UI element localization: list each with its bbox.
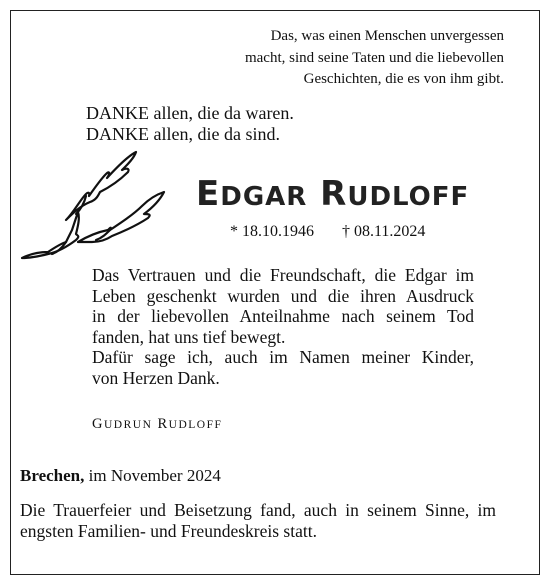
quote-line: Das, was einen Menschen unvergessen xyxy=(270,28,504,44)
thanks-heading xyxy=(86,103,294,145)
name-initial: E xyxy=(196,174,221,214)
message-line: Das Vertrauen und die Freundschaft, die Edgar im xyxy=(92,265,474,285)
thanks-line: DANKE allen, die da sind. xyxy=(86,124,280,144)
name-initial: R xyxy=(320,174,348,214)
signer-initial: R xyxy=(157,416,169,432)
footer-line: engsten Familien- und Freundeskreis statt. xyxy=(20,521,317,541)
death-date: † 08.11.2024 xyxy=(342,223,426,240)
memorial-quote xyxy=(174,26,504,91)
message-line: Leben geschenkt wurden und die ihren Ausdruck xyxy=(92,285,474,306)
message-line: Dafür sage ich, auch im Namen meiner Kinder, xyxy=(92,347,474,368)
place-date xyxy=(20,466,221,486)
quote-line: macht, sind seine Taten und die liebevollen xyxy=(244,49,504,66)
message-line: von Herzen Dank. xyxy=(92,367,220,388)
name-rest: DGAR xyxy=(220,182,308,212)
birth-date: * 18.10.1946 xyxy=(230,223,314,240)
funeral-note xyxy=(20,500,496,542)
flying-birds-icon xyxy=(18,148,178,263)
signer-rest: UDLOFF xyxy=(168,419,223,431)
signer-initial: G xyxy=(92,416,104,432)
signer-name xyxy=(92,416,222,433)
date: im November 2024 xyxy=(88,466,221,485)
thanks-message xyxy=(92,265,474,389)
message-line: in der liebevollen Anteilnahme nach seinem Tod xyxy=(92,306,474,327)
deceased-name xyxy=(196,174,469,217)
quote-line: Geschichten, die es von ihm gibt. xyxy=(303,71,504,87)
name-rest: UDLOFF xyxy=(347,182,470,212)
footer-line: Die Trauerfeier und Beisetzung fand, auch in seinem Sinne, im xyxy=(20,500,496,520)
message-line: fanden, hat uns tief bewegt. xyxy=(92,326,286,347)
place: Brechen, xyxy=(20,466,85,485)
thanks-line: DANKE allen, die da waren. xyxy=(86,103,294,123)
signer-rest: UDRUN xyxy=(103,419,153,431)
